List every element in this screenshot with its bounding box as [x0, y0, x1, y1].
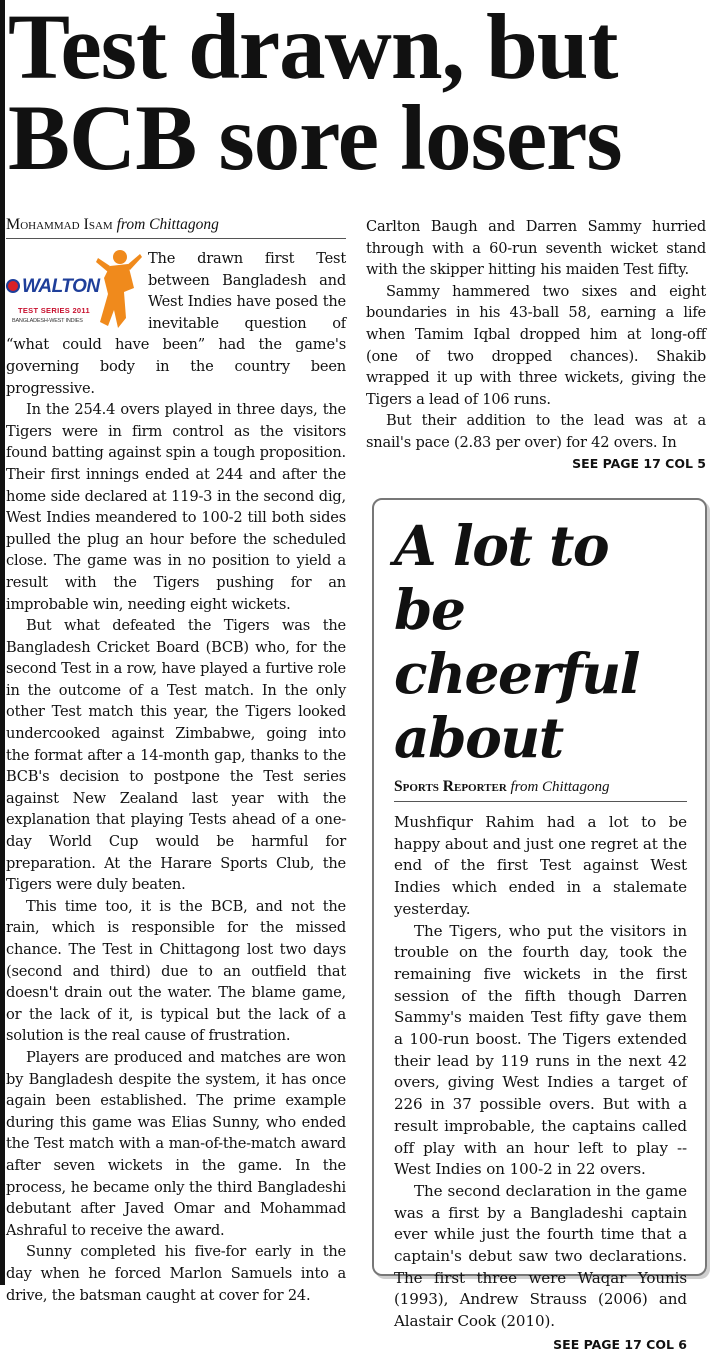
sidebar-byline: [394, 778, 687, 802]
sidebar-story: [394, 514, 687, 1352]
sidebar-story-box: [372, 498, 707, 1352]
sidebar-title-line-3: about: [394, 705, 563, 770]
article-column-left: [6, 216, 346, 1306]
sidebar-title: [394, 514, 687, 770]
article-body-left: [6, 248, 346, 1306]
headline-line-2: BCB sore losers: [8, 87, 622, 190]
byline-location: from Chittagong: [116, 216, 219, 233]
sidebar-title-line-2: cheerful: [394, 641, 639, 706]
sidebar-byline-author: Sports Reporter: [394, 778, 507, 795]
article-paragraph: Sammy hammered two sixes and eight boundaries in his 43-ball 58, earning a life when Tamim Iqbal dropped him at long-off (one of two dropped chances). Shakib wrapped it up with three wickets, giving the Tigers a lead of 106 runs.: [366, 282, 706, 408]
headline-line-1: Test drawn, but: [8, 0, 618, 99]
sponsor-brand-text: WALTON: [22, 276, 100, 297]
sponsor-series: TEST SERIES 2011: [18, 306, 90, 315]
article-paragraph: But what defeated the Tigers was the Bangladesh Cricket Board (BCB) who, for the second Test in a row, have played a furtive role in the outcome of a Test match. In the only other Test match this year, the Tigers looked undercooked against Zimbabwe, going into the format after a 14-month gap, thanks to the BCB's decision to postpone the Test series against New Zealand last year with the explanation that playing Tests ahead of a one-day World Cup would be harmful for preparation. At the Harare Sports Club, the Tigers were duly beaten.: [6, 617, 346, 894]
article-continued-jump: SEE PAGE 17 COL 5: [572, 455, 706, 471]
sponsor-sub: BANGLADESH-WEST INDIES: [12, 318, 83, 324]
article-paragraph: Carlton Baugh and Darren Sammy hurried through with a 60-run seventh wicket stand with the skipper hitting his maiden Test fifty.: [366, 218, 706, 279]
sponsor-logo: [6, 248, 142, 330]
headline: [8, 0, 708, 190]
article-paragraph: In the 254.4 overs played in three days, the Tigers were in firm control as the visitors found batting against spin a tough proposition. Their first innings ended at 244 and after the home side declared at 119-3 in the second dig, West Indies meandered to 100-2 till both sides pulled the plug an hour before the scheduled close. The game was in no position to yield a result with the Tigers pushing for an improbable win, needing eight wickets.: [6, 401, 346, 613]
sidebar-paragraph: Mushfiqur Rahim had a lot to be happy about and just one regret at the end of the first Test against West Indies which ended in a stalemate yesterday.: [394, 813, 687, 918]
page-edge-rule: [0, 0, 5, 1285]
sidebar-paragraph: The second declaration in the game was a first by a Bangladeshi captain ever while just the fourth time that a captain's debut saw two declarations. The first three were Waqar Younis (1993), Andrew Strauss (2006) and Alastair Cook (2010).: [394, 1181, 687, 1331]
sponsor-brand: [6, 276, 100, 298]
article-byline: [6, 216, 346, 239]
article-paragraph: Sunny completed his five-for early in the day when he forced Marlon Samuels into a drive, the batsman caught at cover for 24.: [6, 1243, 346, 1304]
article-paragraph: This time too, it is the BCB, and not the rain, which is responsible for the missed chance. The Test in Chittagong lost two days (second and third) due to an outfield that doesn't drain out the water. The blame game, or the lack of it, is typical but the lack of a solution is the real cause of frustration.: [6, 897, 346, 1045]
article-paragraph: The drawn first Test between Bangladesh and West Indies have posed the inevitable question of “what could have been” had the game's governing body in the country been progressive.: [6, 250, 346, 397]
sponsor-dot-icon: [6, 279, 20, 293]
sidebar-byline-location: from Chittagong: [510, 779, 610, 795]
article-body-right: [366, 216, 706, 454]
article-column-right: [366, 216, 706, 471]
sidebar-body: [394, 812, 687, 1333]
article-paragraph: Players are produced and matches are won by Bangladesh despite the system, it has once again been established. The prime example during this game was Elias Sunny, who ended the Test match with a man-of-the-match award after seven wickets in the game. In the process, he became only the third Bangladeshi debutant after Javed Omar and Mohammad Ashraful to receive the award.: [6, 1048, 346, 1239]
sidebar-paragraph: The Tigers, who put the visitors in trouble on the fourth day, took the remaining five wickets in the first session of the fifth though Darren Sammy's maiden Test fifty gave them a 100-run boost. The Tigers extended their lead by 119 runs in the next 42 overs, giving West Indies a target of 226 in 37 possible overs. But with a result improbable, the captains called off play with an hour left to play -- West Indies on 100-2 in 22 overs.: [394, 921, 687, 1179]
byline-author: Mohammad Isam: [6, 216, 113, 233]
sidebar-title-line-1: A lot to be: [394, 513, 609, 642]
sidebar-continued-jump: SEE PAGE 17 COL 6: [553, 1336, 687, 1352]
article-paragraph: But their addition to the lead was at a snail's pace (2.83 per over) for 42 overs. In: [366, 412, 706, 451]
